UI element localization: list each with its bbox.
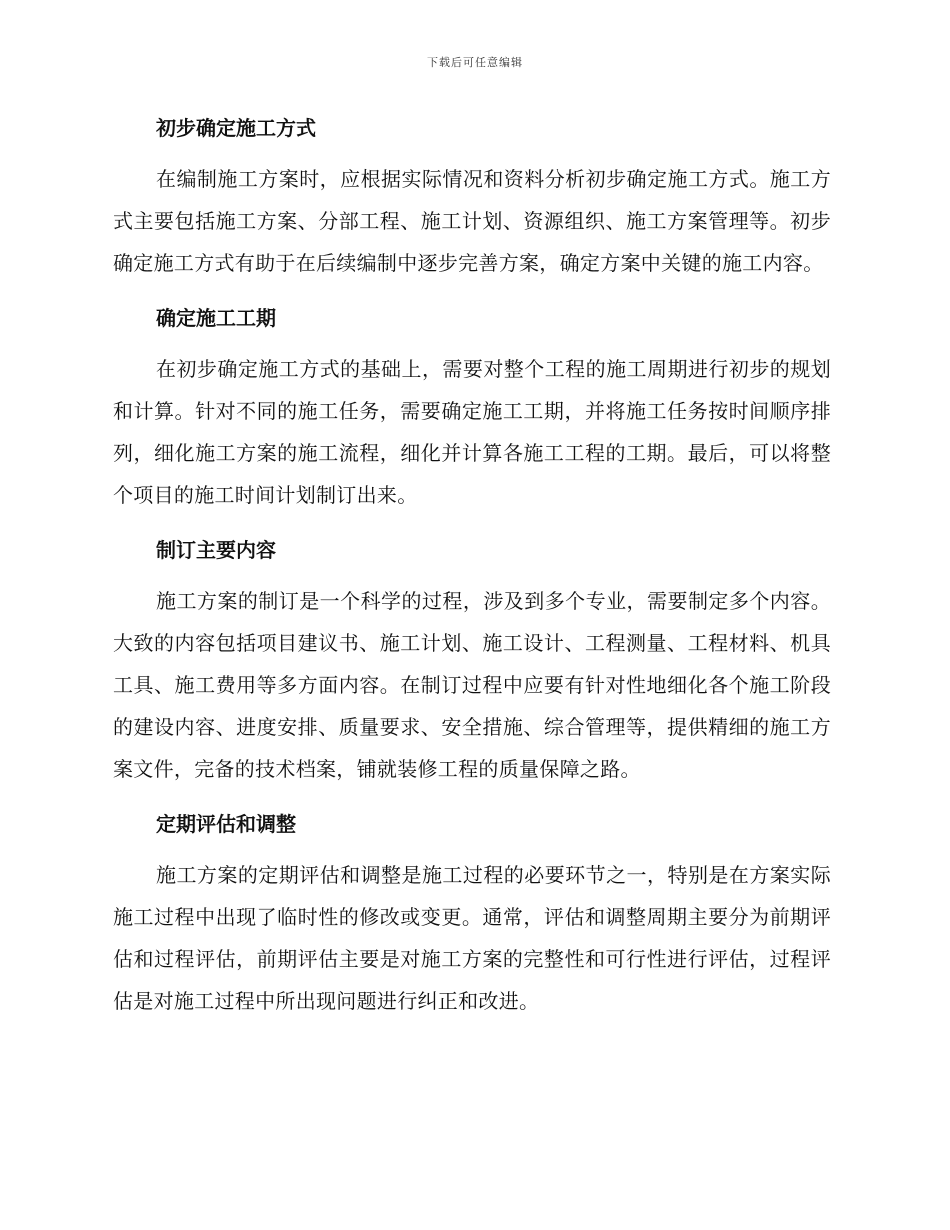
document-body [113,108,831,1036]
section-initial-construction-method [113,108,831,284]
section-construction-period [113,298,831,516]
section-heading: 初步确定施工方式 [156,116,316,140]
section-heading: 确定施工工期 [156,306,276,330]
section-paragraph: 在初步确定施工方式的基础上，需要对整个工程的施工周期进行初步的规划和计算。针对不同的施工任务，需要确定施工工期，并将施工任务按时间顺序排列，细化施工方案的施工流程，细化并计算各施工工程的工期。最后，可以将整个项目的施工时间计划制订出来。 [113,357,831,507]
header-note: 下载后可任意编辑 [427,56,523,69]
section-paragraph: 施工方案的制订是一个科学的过程，涉及到多个专业，需要制定多个内容。大致的内容包括项目建议书、施工计划、施工设计、工程测量、工程材料、机具工具、施工费用等多方面内容。在制订过程中应要有针对性地细化各个施工阶段的建设内容、进度安排、质量要求、安全措施、综合管理等，提供精细的施工方案文件，完备的技术档案，铺就装修工程的质量保障之路。 [113,589,831,781]
section-heading: 制订主要内容 [156,538,276,562]
section-periodic-evaluation [113,804,831,1022]
section-main-content [113,530,831,790]
section-paragraph: 在编制施工方案时，应根据实际情况和资料分析初步确定施工方式。施工方式主要包括施工方案、分部工程、施工计划、资源组织、施工方案管理等。初步确定施工方式有助于在后续编制中逐步完善方案，确定方案中关键的施工内容。 [113,167,831,275]
section-paragraph: 施工方案的定期评估和调整是施工过程的必要环节之一，特别是在方案实际施工过程中出现了临时性的修改或变更。通常，评估和调整周期主要分为前期评估和过程评估，前期评估主要是对施工方案的完整性和可行性进行评估，过程评估是对施工过程中所出现问题进行纠正和改进。 [113,863,831,1013]
section-heading: 定期评估和调整 [156,812,296,836]
